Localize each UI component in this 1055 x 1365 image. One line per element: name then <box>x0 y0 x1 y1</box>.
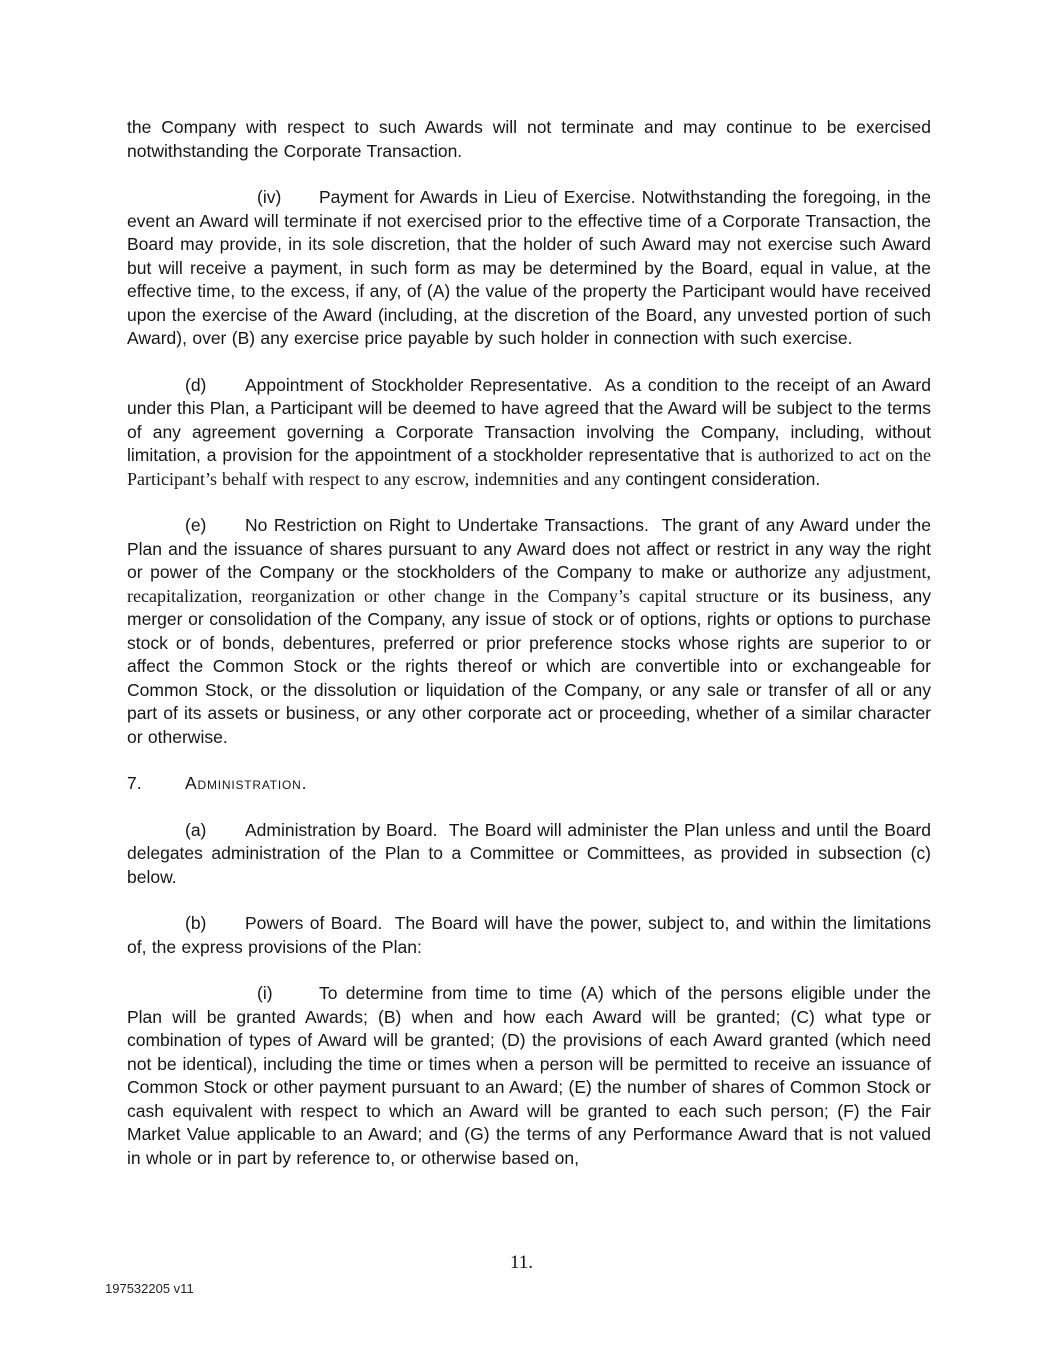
paragraph <box>127 374 931 492</box>
page-number: 11. <box>509 1252 534 1273</box>
paragraph <box>127 186 931 351</box>
section-heading <box>127 772 931 796</box>
text-run: Appointment of Stockholder Representative. As a condition to the receipt of an Award under this Plan, a Participant will be deemed to have agreed that the Award will be subject to the terms of any agreement governing a Corporate Transaction involving the Company, including, without limitation, a provision for the appointment of a stockholder representative that <box>127 374 931 465</box>
paragraph-label: (d) <box>185 374 207 395</box>
text-run: Payment for Awards in Lieu of Exercise. Notwithstanding the foregoing, in the event an Award will terminate if not exercised prior to the effective time of a Corporate Transaction, the Board may provide, in its sole discretion, that the holder of such Award may not exercise such Award but will receive a payment, in such form as may be determined by the Board, equal in value, at the effective time, to the excess, if any, of (A) the value of the property the Participant would have received upon the exercise of the Award (including, at the discretion of the Board, any unvested portion of such Award), over (B) any exercise price payable by such holder in connection with such exercise. <box>127 187 931 348</box>
paragraph <box>127 912 931 959</box>
section-title: Administration. <box>185 773 308 793</box>
paragraph-label: (a) <box>185 819 207 840</box>
paragraph-label: (e) <box>185 515 207 535</box>
paragraph-label: (b) <box>185 913 207 933</box>
section-number: 7. <box>127 773 142 793</box>
text-run: any adjustment, recapitalization, reorganization or other change in the Company’s capital structure <box>127 562 932 606</box>
text-run: the Company with respect to such Awards will not terminate and may continue to be exercised notwithstanding the Corporate Transaction. <box>127 117 931 161</box>
paragraph-label: (iv) <box>257 187 282 207</box>
text-run: is authorized to act on the Participant’s behalf with respect to any escrow, indemnities and any <box>127 445 931 489</box>
paragraph-label: (i) <box>257 983 273 1003</box>
text-run: Administration by Board. The Board will administer the Plan unless and until the Board delegates administration of the Plan to a Committee or Committees, as provided in subsection (c) below. <box>127 819 931 887</box>
paragraph <box>127 982 931 1170</box>
text-run: No Restriction on Right to Undertake Transactions. The grant of any Award under the Plan and the issuance of shares pursuant to any Award does not affect or restrict in any way the right or power of the Company or the stockholders of the Company to make or authorize <box>127 515 931 582</box>
document-id-stamp: 197532205 v11 <box>105 1281 194 1296</box>
text-run: contingent consideration. <box>625 468 821 489</box>
document-body <box>127 116 931 1193</box>
paragraph <box>127 116 931 163</box>
text-run: Powers of Board. The Board will have the power, subject to, and within the limitations of, the express provisions of the Plan: <box>127 913 931 957</box>
paragraph <box>127 819 931 890</box>
text-run: To determine from time to time (A) which of the persons eligible under the Plan will be granted Awards; (B) when and how each Award will be granted; (C) what type or combination of types of Award will be granted; (D) the provisions of each Award granted (which need not be identical), including the time or times when a person will be permitted to receive an issuance of Common Stock or other payment pursuant to an Award; (E) the number of shares of Common Stock or cash equivalent with respect to which an Award will be granted to each such person; (F) the Fair Market Value applicable to an Award; and (G) the terms of any Performance Award that is not valued in whole or in part by reference to, or otherwise based on, <box>127 983 931 1168</box>
paragraph <box>127 514 931 749</box>
text-run: or its business, any merger or consolidation of the Company, any issue of stock or of options, rights or options to purchase stock or of bonds, debentures, preferred or prior preference stocks whose rights are superior to or affect the Common Stock or the rights thereof or which are convertible into or exchangeable for Common Stock, or the dissolution or liquidation of the Company, or any sale or transfer of all or any part of its assets or business, or any other corporate act or proceeding, whether of a similar character or otherwise. <box>127 585 931 747</box>
